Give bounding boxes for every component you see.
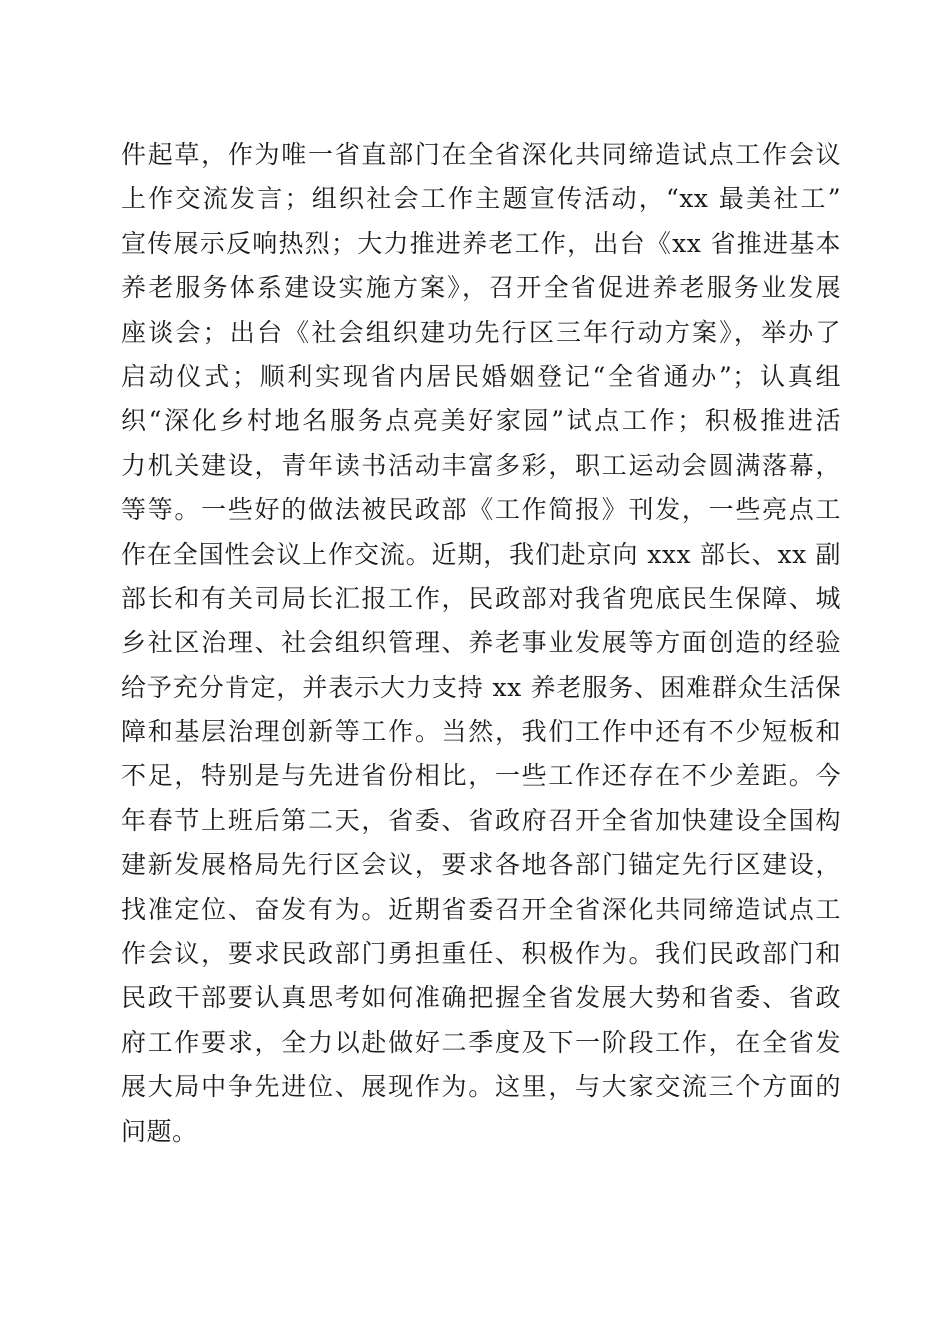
text-line: 年春节上班后第二天，省委、省政府召开全省加快建设全国构 [121, 805, 841, 835]
text-line: 座谈会；出台《社会组织建功先行区三年行动方案》，举办了 [121, 317, 841, 347]
text-line: 件起草，作为唯一省直部门在全省深化共同缔造试点工作会议 [121, 140, 841, 169]
text-line: 乡社区治理、社会组织管理、养老事业发展等方面创造的经验 [121, 628, 841, 658]
text-line: 宣传展示反响热烈；大力推进养老工作，出台《xx 省推进基本 [121, 228, 841, 258]
text-line: 问题。 [121, 1116, 198, 1146]
text-line: 府工作要求，全力以赴做好二季度及下一阶段工作，在全省发 [121, 1027, 841, 1057]
text-line: 不足，特别是与先进省份相比，一些工作还存在不少差距。今 [121, 761, 841, 791]
body-paragraph [121, 133, 841, 1154]
text-line: 给予充分肯定，并表示大力支持 xx 养老服务、困难群众生活保 [121, 672, 841, 702]
text-line: 力机关建设，青年读书活动丰富多彩，职工运动会圆满落幕， [121, 450, 841, 480]
text-line: 障和基层治理创新等工作。当然，我们工作中还有不少短板和 [121, 717, 841, 747]
text-line: 启动仪式；顺利实现省内居民婚姻登记“全省通办”；认真组 [121, 361, 841, 391]
text-line: 等等。一些好的做法被民政部《工作简报》刊发，一些亮点工 [121, 495, 841, 525]
text-line: 建新发展格局先行区会议，要求各地各部门锚定先行区建设， [121, 850, 841, 880]
text-line: 展大局中争先进位、展现作为。这里，与大家交流三个方面的 [121, 1072, 841, 1102]
text-line: 找准定位、奋发有为。近期省委召开全省深化共同缔造试点工 [121, 894, 841, 924]
text-line: 养老服务体系建设实施方案》，召开全省促进养老服务业发展 [121, 273, 841, 303]
text-line: 上作交流发言；组织社会工作主题宣传活动，“xx 最美社工” [121, 184, 841, 214]
text-line: 民政干部要认真思考如何准确把握全省发展大势和省委、省政 [121, 983, 841, 1013]
text-line: 作会议，要求民政部门勇担重任、积极作为。我们民政部门和 [121, 939, 841, 969]
text-line: 部长和有关司局长汇报工作，民政部对我省兜底民生保障、城 [121, 583, 841, 613]
text-line: 作在全国性会议上作交流。近期，我们赴京向 xxx 部长、xx 副 [121, 539, 841, 569]
text-line: 织“深化乡村地名服务点亮美好家园”试点工作；积极推进活 [121, 406, 841, 436]
